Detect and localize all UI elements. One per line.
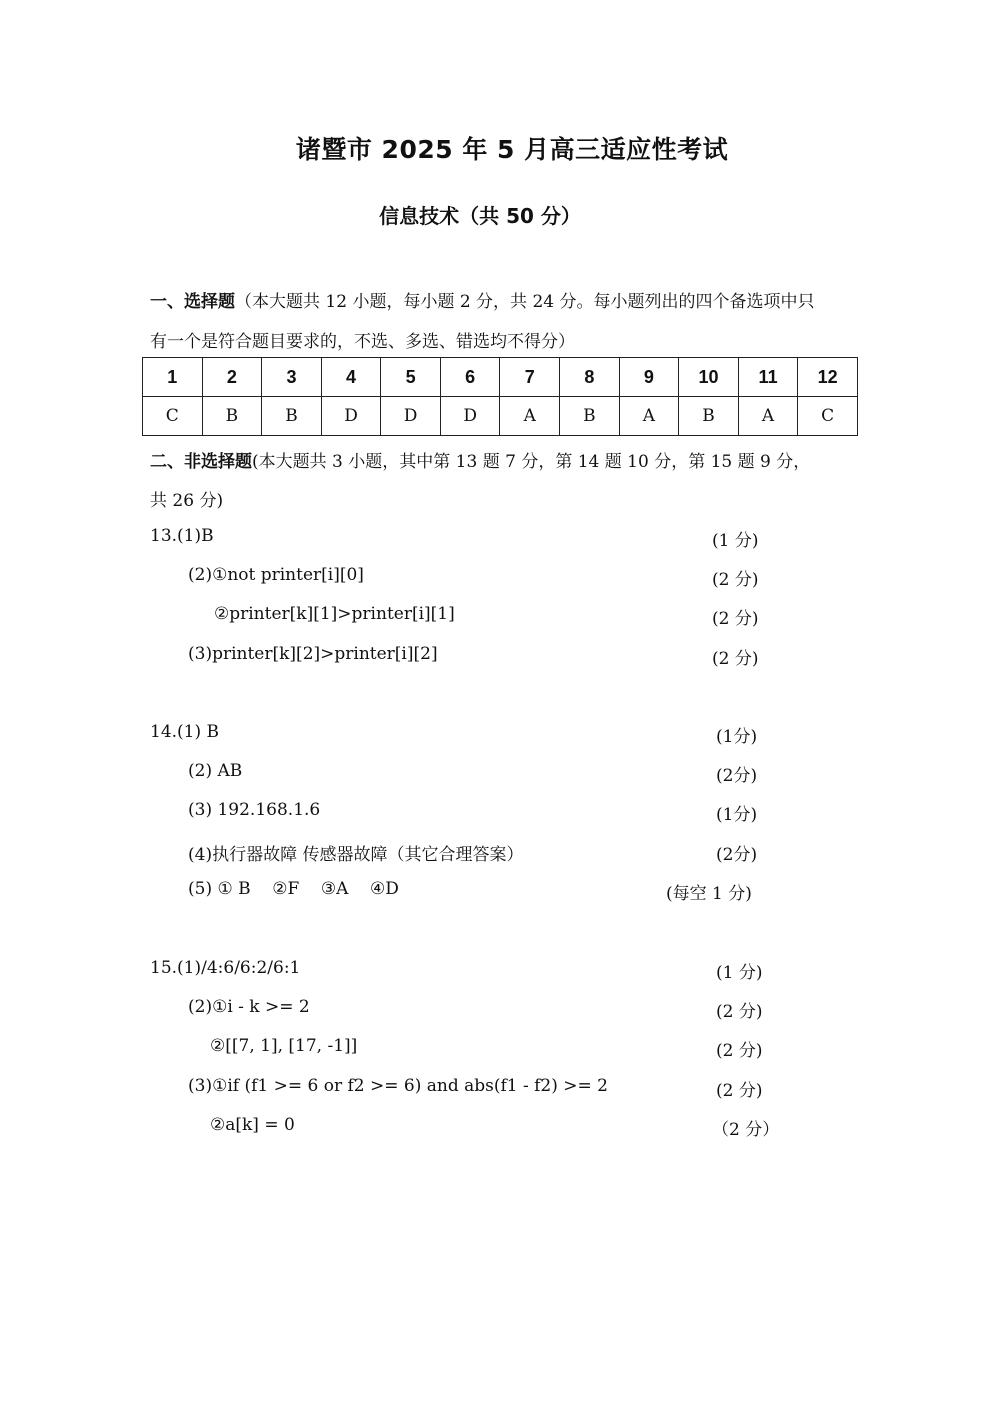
question-number: 12 bbox=[798, 358, 858, 397]
answer-table-number-row bbox=[143, 358, 858, 397]
answer-cell: D bbox=[440, 397, 500, 436]
section1-heading: 一、选择题 bbox=[150, 292, 235, 312]
question-number: 5 bbox=[381, 358, 441, 397]
answer-cell: A bbox=[738, 397, 798, 436]
section2-line1 bbox=[150, 447, 810, 472]
answer-cell: D bbox=[321, 397, 381, 436]
q13-score: (1 分) bbox=[712, 531, 759, 551]
q15-score: (2 分) bbox=[716, 1041, 763, 1061]
answer-cell: A bbox=[619, 397, 679, 436]
section1-line1 bbox=[150, 287, 815, 312]
q14-item: 14.(1) B bbox=[150, 722, 220, 742]
question-number: 3 bbox=[262, 358, 322, 397]
page-subtitle: 信息技术（共 50 分） bbox=[379, 204, 581, 228]
question-number: 6 bbox=[440, 358, 500, 397]
q15-item: ②a[k] = 0 bbox=[210, 1115, 295, 1135]
q14-item: (3) 192.168.1.6 bbox=[188, 800, 321, 820]
section2-desc-1: (本大题共 3 小题，其中第 13 题 7 分，第 14 题 10 分，第 15 题 9 分， bbox=[252, 452, 811, 472]
question-number: 1 bbox=[143, 358, 203, 397]
question-number: 11 bbox=[738, 358, 798, 397]
q13-score: (2 分) bbox=[712, 570, 759, 590]
answer-cell: C bbox=[798, 397, 858, 436]
q14-score: (1分) bbox=[716, 727, 758, 747]
answer-cell: B bbox=[679, 397, 739, 436]
q14-item: (2) AB bbox=[188, 761, 243, 781]
q14-item: (4)执行器故障 传感器故障（其它合理答案） bbox=[188, 845, 524, 865]
q14-item: (5) ① B ②F ③A ④D bbox=[188, 879, 399, 899]
answer-cell: B bbox=[262, 397, 322, 436]
question-number: 7 bbox=[500, 358, 560, 397]
q14-score: (1分) bbox=[716, 805, 758, 825]
section1-desc-1: （本大题共 12 小题，每小题 2 分，共 24 分。每小题列出的四个备选项中只 bbox=[235, 292, 815, 312]
q15-score: (2 分) bbox=[716, 1002, 763, 1022]
answer-table bbox=[142, 357, 858, 436]
q13-item: 13.(1)B bbox=[150, 526, 214, 546]
answer-cell: C bbox=[143, 397, 203, 436]
q14-score: (每空 1 分) bbox=[666, 884, 752, 904]
q13-score: (2 分) bbox=[712, 649, 759, 669]
answer-cell: A bbox=[500, 397, 560, 436]
page-title: 诸暨市 2025 年 5 月高三适应性考试 bbox=[295, 135, 729, 164]
q13-item: (3)printer[k][2]>printer[i][2] bbox=[188, 644, 438, 664]
q15-item: (2)①i - k >= 2 bbox=[188, 997, 310, 1017]
section2-heading: 二、非选择题 bbox=[150, 452, 252, 472]
q15-item: ②[[7, 1], [17, -1]] bbox=[210, 1036, 358, 1056]
question-number: 2 bbox=[202, 358, 262, 397]
q13-item: ②printer[k][1]>printer[i][1] bbox=[214, 604, 455, 624]
q14-score: (2分) bbox=[716, 766, 758, 786]
question-number: 9 bbox=[619, 358, 679, 397]
q15-score: (2 分) bbox=[716, 1081, 763, 1101]
q13-score: (2 分) bbox=[712, 609, 759, 629]
answer-cell: B bbox=[560, 397, 620, 436]
q15-score: （2 分） bbox=[712, 1120, 780, 1140]
answer-cell: B bbox=[202, 397, 262, 436]
q15-item: 15.(1)/4:6/6:2/6:1 bbox=[150, 958, 301, 978]
question-number: 10 bbox=[679, 358, 739, 397]
section2-desc-2: 共 26 分) bbox=[150, 491, 224, 511]
q13-item: (2)①not printer[i][0] bbox=[188, 565, 364, 585]
q14-score: (2分) bbox=[716, 845, 758, 865]
answer-cell: D bbox=[381, 397, 441, 436]
question-number: 4 bbox=[321, 358, 381, 397]
question-number: 8 bbox=[560, 358, 620, 397]
q15-item: (3)①if (f1 >= 6 or f2 >= 6) and abs(f1 - f2) >= 2 bbox=[188, 1076, 608, 1096]
section1-desc-2: 有一个是符合题目要求的，不选、多选、错选均不得分） bbox=[150, 332, 575, 352]
q15-score: (1 分) bbox=[716, 963, 763, 983]
answer-table-answer-row bbox=[143, 397, 858, 436]
